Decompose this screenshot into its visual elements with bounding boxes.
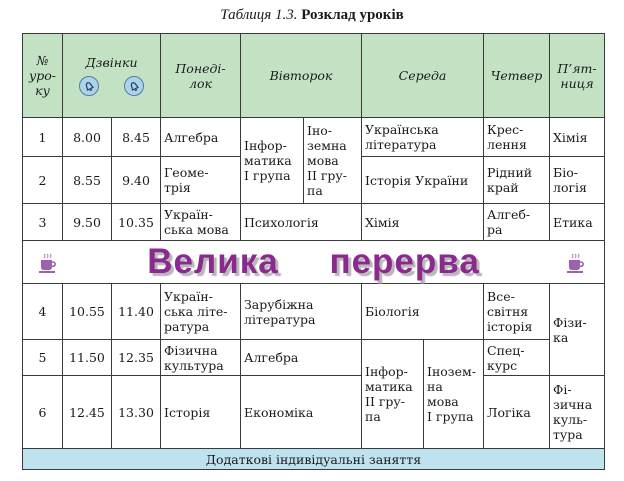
header-friday: П’ят- ниця [550, 34, 605, 118]
wednesday-subject: Історія України [362, 157, 484, 204]
lesson-no: 6 [23, 376, 63, 449]
lesson-end: 8.45 [112, 118, 161, 157]
lesson-start: 9.50 [63, 204, 112, 241]
monday-subject: Історія [161, 376, 241, 449]
tuesday-subject: Алгебра [241, 340, 362, 376]
tuesday-subject: Зарубіжна література [241, 284, 362, 340]
wednesday-subject: Біологія [362, 284, 484, 340]
friday-subject: Етика [550, 204, 605, 241]
table-row [23, 118, 605, 157]
lesson-end: 9.40 [112, 157, 161, 204]
lesson-start: 11.50 [63, 340, 112, 376]
bell-icon [124, 76, 144, 96]
thursday-subject: Логіка [484, 376, 550, 449]
big-break-banner [23, 241, 605, 284]
table-caption [0, 7, 624, 24]
header-monday: Понеді- лок [161, 34, 241, 118]
monday-subject: Геоме- трія [161, 157, 241, 204]
lesson-end: 11.40 [112, 284, 161, 340]
lesson-no: 3 [23, 204, 63, 241]
thursday-subject: Алгеб- ра [484, 204, 550, 241]
table-row [23, 284, 605, 340]
table-row [23, 376, 605, 449]
bell-icon [79, 76, 99, 96]
friday-subject: Хімія [550, 118, 605, 157]
header-wednesday: Середа [362, 34, 484, 118]
lesson-end: 13.30 [112, 376, 161, 449]
big-break-row [23, 241, 605, 284]
additional-classes-label: Додаткові індивідуальні заняття [23, 449, 605, 470]
thursday-subject: Рідний край [484, 157, 550, 204]
lesson-start: 8.55 [63, 157, 112, 204]
lesson-start: 8.00 [63, 118, 112, 157]
monday-subject: Фізична культура [161, 340, 241, 376]
lesson-start: 12.45 [63, 376, 112, 449]
monday-subject: Україн- ська мова [161, 204, 241, 241]
big-break-title: Велика перерва [147, 242, 480, 281]
lesson-end: 10.35 [112, 204, 161, 241]
caption-title: Розклад уроків [301, 7, 404, 23]
header-tuesday: Вівторок [241, 34, 362, 118]
tuesday-informatics-group-1: Інфор- матика І група [241, 118, 304, 204]
lesson-start: 10.55 [63, 284, 112, 340]
tuesday-subject: Психологія [241, 204, 362, 241]
thursday-subject: Крес- лення [484, 118, 550, 157]
lesson-no: 2 [23, 157, 63, 204]
coffee-cup-icon [567, 253, 585, 276]
caption-label: Таблиця 1.3. [220, 7, 298, 23]
friday-subject: Біо- логія [550, 157, 605, 204]
friday-subject: Фі- зична куль- тура [550, 376, 605, 449]
header-bells: Дзвінки [63, 34, 161, 118]
header-row [23, 34, 605, 118]
wednesday-subject: Хімія [362, 204, 484, 241]
wednesday-foreign-lang-group-1: Інозем- на мова І група [424, 340, 484, 449]
lesson-end: 12.35 [112, 340, 161, 376]
wednesday-subject: Українська література [362, 118, 484, 157]
lesson-no: 4 [23, 284, 63, 340]
header-thursday: Четвер [484, 34, 550, 118]
table-row [23, 340, 605, 376]
tuesday-foreign-lang-group-2: Іно- земна мова ІІ гру- па [304, 118, 362, 204]
lesson-no: 1 [23, 118, 63, 157]
thursday-subject: Все- світня історія [484, 284, 550, 340]
thursday-subject: Спец- курс [484, 340, 550, 376]
monday-subject: Україн- ська літе- ратура [161, 284, 241, 340]
table-row [23, 204, 605, 241]
schedule-table [22, 33, 605, 470]
header-lesson-no: № уро- ку [23, 34, 63, 118]
tuesday-subject: Економіка [241, 376, 362, 449]
friday-physics: Фізи- ка [550, 284, 605, 376]
monday-subject: Алгебра [161, 118, 241, 157]
footer-row [23, 449, 605, 470]
lesson-no: 5 [23, 340, 63, 376]
wednesday-informatics-group-2: Інфор- матика ІІ гру- па [362, 340, 424, 449]
